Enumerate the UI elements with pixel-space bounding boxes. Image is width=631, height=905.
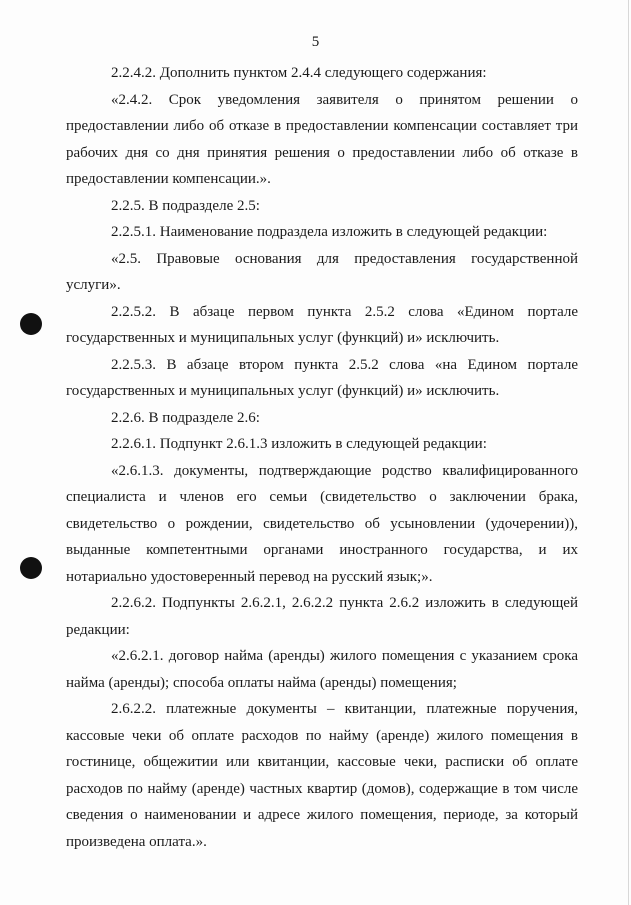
paragraph: 2.2.6.1. Подпункт 2.6.1.3 изложить в следующей редакции: [111,436,487,452]
punch-hole-bottom [20,557,42,579]
paragraph: 2.2.5.3. В абзаце втором пункта 2.5.2 слова «на Едином портале государственных и муниципальных услуг (функций) и» исключить. [66,356,578,399]
paragraph: 2.2.6. В подразделе 2.6: [111,409,260,426]
paragraph: 2.2.6.2. Подпункты 2.6.2.1, 2.6.2.2 пункта 2.6.2 изложить в следующей редакции: [66,595,578,638]
paragraph: 2.2.5.1. Наименование подраздела изложить в следующей редакции: [111,224,548,240]
paragraph: 2.6.2.2. платежные документы – квитанции, платежные поручения, кассовые чеки об оплате расходов по найму (аренде) жилого помещения в гостинице, общежитии или квитанции, кассовые чеки, расписки об оплате расходов по найму (аренде) частных квартир (домов), содержащие в том числе сведения о наименовании и адресе жилого помещения, периоде, за который произведена оплата.». [66,701,578,850]
paragraph: «2.6.1.3. документы, подтверждающие родство квалифицированного специалиста и членов его семьи (свидетельство о заключении брака, свидетельство о рождении, свидетельство об усыновлении (удочерении)), выданные компетентными органами иностранного государства, и их нотариально удостоверенный перевод на русский язык;». [66,462,578,585]
paragraph: 2.2.5.2. В абзаце первом пункта 2.5.2 слова «Едином портале государственных и муниципальных услуг (функций) и» исключить. [66,303,578,346]
paragraph: «2.5. Правовые основания для предоставления государственной услуги». [66,250,578,293]
page-edge [628,0,629,905]
page-number: 5 [311,34,320,50]
document-body [66,60,578,855]
paragraph: «2.4.2. Срок уведомления заявителя о принятом решении о предоставлении либо об отказе в предоставлении компенсации составляет три рабочих дня со дня принятия решения о предоставлении либо об отказе в предоставлении компенсации.». [66,91,578,187]
paragraph: «2.6.2.1. договор найма (аренды) жилого помещения с указанием срока найма (аренды); способа оплаты найма (аренды) помещения; [66,648,578,691]
paragraph: 2.2.4.2. Дополнить пунктом 2.4.4 следующего содержания: [111,65,487,81]
paragraph: 2.2.5. В подразделе 2.5: [111,197,260,214]
punch-hole-top [20,313,42,335]
